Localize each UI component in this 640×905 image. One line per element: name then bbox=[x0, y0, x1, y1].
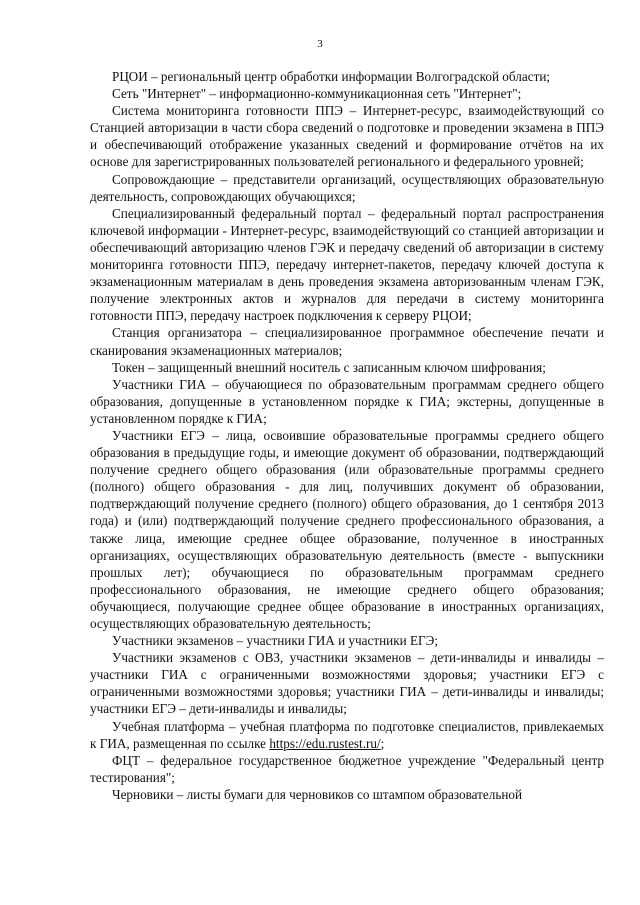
definition-internet: Сеть "Интернет" – информационно-коммуникационная сеть "Интернет"; bbox=[112, 86, 522, 102]
definition-organizer-station: Станция организатора – специализированное программное обеспечение печати и сканирования экзаменационных материалов; bbox=[90, 325, 604, 358]
definition-escorts: Сопровождающие – представители организаций, осуществляющих образовательную деятельность, сопровождающих обучающихся; bbox=[90, 171, 604, 204]
definition-ovz-participants: Участники экзаменов с ОВЗ, участники экзаменов – дети-инвалиды и инвалиды – участники ГИА с ограниченными возможностями здоровья; участники ЕГЭ с ограниченными возможностями здоровья; участники ГИА – дети-инвалиды и инвалиды; участники ЕГЭ – дети-инвалиды и инвалиды; bbox=[90, 650, 604, 717]
platform-text-end: ; bbox=[380, 735, 385, 751]
page-number: 3 bbox=[317, 38, 323, 50]
definition-monitoring-system: Система мониторинга готовности ППЭ – Интернет-ресурс, взаимодействующий со Станцией авторизации в части сбора сведений о подготовке и проведении экзамена в ППЭ и обеспечивающий отображение указанных сведений и формирование отчётов на их основе для зарегистрированных пользователей регионального и федерального уровней; bbox=[90, 103, 604, 170]
definition-learning-platform bbox=[90, 718, 604, 752]
definition-fct: ФЦТ – федеральное государственное бюджетное учреждение "Федеральный центр тестирования"; bbox=[90, 752, 604, 785]
definition-token: Токен – защищенный внешний носитель с записанным ключом шифрования; bbox=[112, 359, 546, 375]
definition-federal-portal: Специализированный федеральный портал – федеральный портал распространения ключевой информации - Интернет-ресурс, взаимодействующий со станцией авторизации и обеспечивающий авторизацию членов ГЭК и передачу сведений об авторизации в систему мониторинга готовности ППЭ, передачу интернет-пакетов, передачу ключей доступа к экзаменационным материалам в день проведения экзамена авторизованным членам ГЭК, получение электронных актов и журналов для передачи в систему мониторинга готовности ППЭ, передачу настроек подключения к серверу РЦОИ; bbox=[90, 205, 604, 324]
definition-rcoi: РЦОИ – региональный центр обработки информации Волгоградской области; bbox=[112, 69, 551, 84]
definition-ege-participants: Участники ЕГЭ – лица, освоившие образовательные программы среднего общего образования в предыдущие годы, и имеющие документ об образовании, подтверждающий получение среднего общего образования (или образовательные программы среднего (полного) общего образования - для лиц, получивших документ об образовании, подтверждающий получение среднего (полного) общего образования, до 1 сентября 2013 года) и (или) подтверждающий получение среднего профессионального образования, а также лица, имеющие среднее общее образование, полученное в иностранных организациях, осуществляющих образовательную деятельность (вместе - выпускники прошлых лет); обучающиеся по образовательным программам среднего профессионального образования, не имеющие среднего общего образования; обучающиеся, получающие среднее общее образование в иностранных организациях, осуществляющих образовательную деятельность; bbox=[90, 427, 604, 631]
platform-link[interactable]: https://edu.rustest.ru/ bbox=[269, 735, 381, 751]
definition-exam-participants: Участники экзаменов – участники ГИА и участники ЕГЭ; bbox=[112, 633, 439, 649]
platform-text: Учебная платформа – учебная платформа по подготовке специалистов, привлекаемых к ГИА, размещенная по ссылке bbox=[90, 718, 604, 751]
document-body bbox=[90, 68, 604, 803]
definition-gia-participants: Участники ГИА – обучающиеся по образовательным программам среднего общего образования, допущенные в установленном порядке к ГИА; экстерны, допущенные в установленном порядке к ГИА; bbox=[90, 376, 604, 426]
definition-drafts: Черновики – листы бумаги для черновиков со штампом образовательной bbox=[112, 786, 523, 802]
